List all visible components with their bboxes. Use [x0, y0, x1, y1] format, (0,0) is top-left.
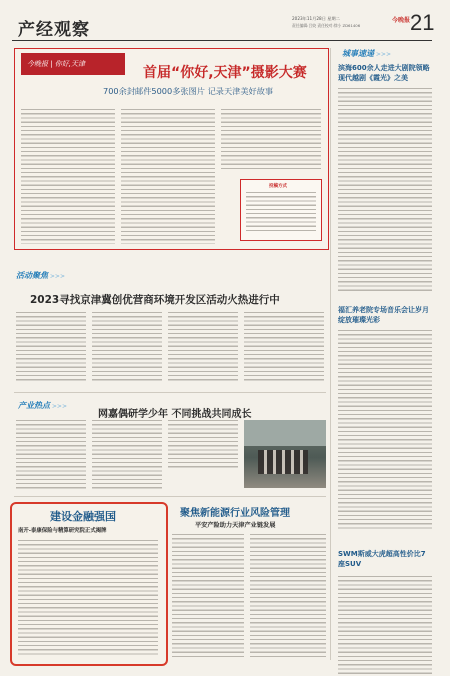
section-arrows-icon: >>> [50, 403, 67, 410]
photo-contest-box [14, 48, 329, 250]
page-header [12, 10, 435, 41]
sidebar-divider [330, 48, 331, 660]
page-number: 21 [410, 10, 435, 35]
submission-box [240, 179, 322, 241]
editor-line: 责任编辑:吕姣 责任校对:徐小 ZD61406 [292, 23, 361, 28]
business-article-title: 2023寻找京津冀创优营商环境开发区活动火热进行中 [30, 294, 280, 306]
energy-body-col1 [172, 534, 244, 659]
sidebar-article1-title: 滨海600余人走进大剧院领略现代越剧《霞光》之美 [338, 64, 430, 82]
sidebar-tag-label: 城事速递 [342, 49, 374, 58]
section-arrows-icon: >>> [48, 273, 65, 280]
students-body-col1 [16, 420, 86, 490]
sidebar-article2-body [338, 330, 432, 530]
energy-body-col2 [250, 534, 326, 659]
photo-sky [244, 420, 326, 446]
students-body-col3 [168, 420, 238, 470]
contest-title: 首届“你好,天津”摄影大赛 [143, 65, 307, 81]
sidebar-article3-body [338, 576, 432, 674]
contest-subtitle: 700余封邮件5000多张图片 记录天津美好故事 [103, 86, 274, 96]
contest-body-col1 [21, 109, 115, 244]
contest-logo-text: 今晚报 | 你好,天津 [27, 60, 86, 68]
contest-logo [21, 53, 125, 75]
rule-2 [14, 496, 326, 497]
submission-box-title: 投稿方式 [269, 184, 287, 189]
submission-box-text [246, 192, 316, 232]
students-tag-label: 产业热点 [18, 401, 50, 410]
finance-article-box [10, 502, 168, 666]
business-body-col4 [244, 312, 324, 382]
contest-body-col3 [221, 109, 321, 171]
paper-logo: 今晚报 [392, 17, 411, 24]
sidebar-article1-body [338, 88, 432, 293]
business-tag-label: 活动聚焦 [16, 271, 48, 280]
students-article-title: 网嘉偶研学少年 不同挑战共同成长 [98, 409, 252, 420]
sidebar-article3-title: SWM斯威大虎超高性价比7座SUV [338, 550, 426, 568]
students-section-tag [18, 400, 67, 411]
date-line: 2023年11月28日 星期二 [292, 16, 340, 21]
sidebar-tag [342, 48, 391, 59]
section-arrows-icon: >>> [374, 51, 391, 58]
business-body-col3 [168, 312, 238, 382]
students-photo [244, 420, 326, 488]
section-name: 产经观察 [18, 20, 90, 40]
business-body-col1 [16, 312, 86, 382]
energy-article-title: 聚焦新能源行业风险管理 [180, 508, 290, 519]
finance-article-title: 建设金融强国 [50, 510, 116, 523]
contest-body-col2 [121, 109, 215, 244]
energy-article-subtitle: 平安产险助力天津产业链发展 [195, 522, 276, 529]
finance-article-subtitle: 南开-泰康保险与精算研究院正式揭牌 [18, 528, 107, 534]
students-body-col2 [92, 420, 162, 490]
rule-1 [14, 392, 326, 393]
business-body-col2 [92, 312, 162, 382]
finance-body-col1 [18, 540, 158, 656]
sidebar [334, 48, 434, 648]
business-section-tag [16, 270, 65, 281]
photo-people [258, 450, 308, 474]
sidebar-article2-title: 福汇养老院专场音乐会让岁月绽放璀璨光彩 [338, 306, 429, 324]
